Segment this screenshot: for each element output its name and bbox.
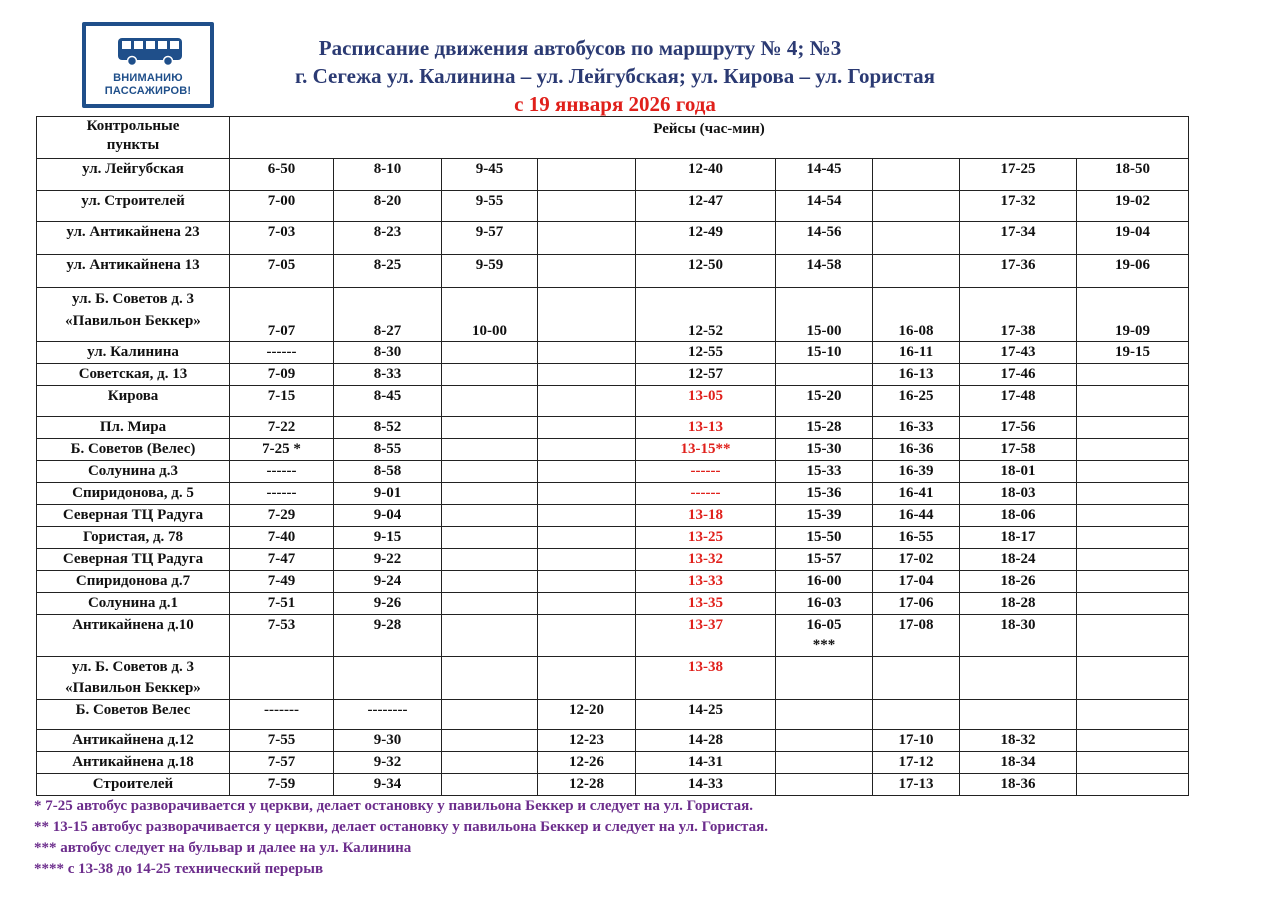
time-cell: 16-25 — [873, 386, 960, 417]
time-cell — [442, 342, 538, 364]
time-cell: 12-23 — [538, 730, 636, 752]
time-cell: ------ — [230, 342, 334, 364]
time-cell — [442, 364, 538, 386]
time-cell: 12-26 — [538, 752, 636, 774]
table-row — [37, 774, 1189, 796]
time-cell — [1077, 386, 1189, 417]
time-cell: 12-55 — [636, 342, 776, 364]
time-cell: 15-20 — [776, 386, 873, 417]
time-cell: 17-58 — [960, 439, 1077, 461]
time-cell: 17-34 — [960, 222, 1077, 255]
time-cell — [776, 364, 873, 386]
stop-name: ул. Антикайнена 23 — [37, 222, 230, 255]
time-cell — [1077, 439, 1189, 461]
time-cell — [1077, 417, 1189, 439]
time-cell — [538, 159, 636, 191]
stop-name: Советская, д. 13 — [37, 364, 230, 386]
time-cell: 17-36 — [960, 255, 1077, 288]
time-cell — [1077, 730, 1189, 752]
time-cell: 19-15 — [1077, 342, 1189, 364]
time-cell: -------- — [334, 700, 442, 730]
time-cell: 7-55 — [230, 730, 334, 752]
time-cell: 7-05 — [230, 255, 334, 288]
time-cell: 7-40 — [230, 527, 334, 549]
time-cell: 9-04 — [334, 505, 442, 527]
time-cell: ------ — [636, 483, 776, 505]
footnote-2: ** 13-15 автобус разворачивается у церкви, делает остановку у павильона Беккер и следует на ул. Гористая. — [34, 819, 768, 835]
time-cell — [442, 730, 538, 752]
stop-name: Б. Советов Велес — [37, 700, 230, 730]
time-cell — [1077, 483, 1189, 505]
table-row — [37, 288, 1189, 342]
time-cell: 16-08 — [873, 288, 960, 342]
time-cell — [776, 657, 873, 700]
time-cell: 18-28 — [960, 593, 1077, 615]
time-cell: 6-50 — [230, 159, 334, 191]
time-cell — [442, 417, 538, 439]
time-cell — [538, 593, 636, 615]
table-row — [37, 657, 1189, 700]
time-cell — [538, 571, 636, 593]
time-cell: 9-32 — [334, 752, 442, 774]
time-cell: 14-31 — [636, 752, 776, 774]
time-cell: 14-58 — [776, 255, 873, 288]
time-cell — [776, 752, 873, 774]
time-cell: 9-30 — [334, 730, 442, 752]
time-cell — [776, 730, 873, 752]
time-cell: 16-03 — [776, 593, 873, 615]
time-cell: 16-33 — [873, 417, 960, 439]
time-cell — [1077, 505, 1189, 527]
time-cell: 13-35 — [636, 593, 776, 615]
stop-name: Антикайнена д.10 — [37, 615, 230, 657]
table-row — [37, 364, 1189, 386]
time-cell: 14-25 — [636, 700, 776, 730]
stop-name: ул. Калинина — [37, 342, 230, 364]
table-row — [37, 752, 1189, 774]
time-cell — [334, 657, 442, 700]
time-cell: 15-33 — [776, 461, 873, 483]
column-header-trips: Рейсы (час-мин) — [230, 117, 1189, 159]
stop-name: Северная ТЦ Радуга — [37, 549, 230, 571]
time-cell: 17-10 — [873, 730, 960, 752]
sign-text — [86, 72, 210, 98]
time-cell: 9-45 — [442, 159, 538, 191]
time-cell — [873, 222, 960, 255]
time-cell — [873, 191, 960, 222]
time-cell — [1077, 549, 1189, 571]
time-cell — [776, 700, 873, 730]
time-cell: 13-18 — [636, 505, 776, 527]
time-cell: 19-04 — [1077, 222, 1189, 255]
time-cell: 8-30 — [334, 342, 442, 364]
time-cell: 19-09 — [1077, 288, 1189, 342]
time-cell: 18-03 — [960, 483, 1077, 505]
time-cell: 17-13 — [873, 774, 960, 796]
time-cell: 18-32 — [960, 730, 1077, 752]
time-cell: 15-30 — [776, 439, 873, 461]
stop-name: Антикайнена д.12 — [37, 730, 230, 752]
table-row — [37, 255, 1189, 288]
table-row — [37, 222, 1189, 255]
time-cell: 7-49 — [230, 571, 334, 593]
table-row — [37, 593, 1189, 615]
time-cell: 8-33 — [334, 364, 442, 386]
time-cell — [442, 571, 538, 593]
time-cell — [538, 505, 636, 527]
stop-name: Пл. Мира — [37, 417, 230, 439]
time-cell: 7-29 — [230, 505, 334, 527]
time-cell: ------- — [230, 700, 334, 730]
time-cell: ------ — [636, 461, 776, 483]
footnotes — [34, 796, 768, 880]
stop-name: Гористая, д. 78 — [37, 527, 230, 549]
time-cell: ------ — [230, 483, 334, 505]
time-cell: 14-56 — [776, 222, 873, 255]
time-cell: 12-47 — [636, 191, 776, 222]
time-cell: 7-25 * — [230, 439, 334, 461]
time-cell: 12-20 — [538, 700, 636, 730]
table-header-row — [37, 117, 1189, 159]
time-cell: 12-57 — [636, 364, 776, 386]
stop-name: Строителей — [37, 774, 230, 796]
stop-name: Б. Советов (Велес) — [37, 439, 230, 461]
table-row — [37, 461, 1189, 483]
time-cell: 7-59 — [230, 774, 334, 796]
time-cell: 13-25 — [636, 527, 776, 549]
time-cell: 15-50 — [776, 527, 873, 549]
time-cell: 10-00 — [442, 288, 538, 342]
time-cell: 17-48 — [960, 386, 1077, 417]
table-row — [37, 483, 1189, 505]
time-cell: 15-57 — [776, 549, 873, 571]
time-cell — [1077, 752, 1189, 774]
stop-name: Спиридонова д.7 — [37, 571, 230, 593]
time-cell: 16-11 — [873, 342, 960, 364]
time-cell: 16-13 — [873, 364, 960, 386]
stop-name: ул. Б. Советов д. 3 «Павильон Беккер» — [37, 657, 230, 700]
time-cell: 18-26 — [960, 571, 1077, 593]
table-row — [37, 527, 1189, 549]
time-cell: 17-25 — [960, 159, 1077, 191]
time-cell — [538, 439, 636, 461]
table-row — [37, 159, 1189, 191]
time-cell — [442, 505, 538, 527]
time-cell: 18-01 — [960, 461, 1077, 483]
time-cell — [442, 752, 538, 774]
time-cell — [442, 774, 538, 796]
time-cell: 9-55 — [442, 191, 538, 222]
time-cell — [1077, 571, 1189, 593]
time-cell — [960, 657, 1077, 700]
time-cell: 18-24 — [960, 549, 1077, 571]
time-cell — [538, 657, 636, 700]
time-cell: 13-15** — [636, 439, 776, 461]
time-cell: 8-55 — [334, 439, 442, 461]
time-cell: 14-28 — [636, 730, 776, 752]
time-cell: 7-57 — [230, 752, 334, 774]
time-cell: 13-38 — [636, 657, 776, 700]
time-cell: 9-26 — [334, 593, 442, 615]
table-row — [37, 700, 1189, 730]
time-cell — [442, 461, 538, 483]
stop-name: Северная ТЦ Радуга — [37, 505, 230, 527]
table-row — [37, 191, 1189, 222]
time-cell — [873, 657, 960, 700]
time-cell: 8-27 — [334, 288, 442, 342]
time-cell — [538, 255, 636, 288]
time-cell: 14-54 — [776, 191, 873, 222]
time-cell: 18-17 — [960, 527, 1077, 549]
time-cell: 15-36 — [776, 483, 873, 505]
time-cell: 8-10 — [334, 159, 442, 191]
table-row — [37, 549, 1189, 571]
time-cell — [538, 527, 636, 549]
time-cell — [442, 593, 538, 615]
time-cell — [442, 386, 538, 417]
time-cell — [1077, 700, 1189, 730]
time-cell — [442, 483, 538, 505]
time-cell: 7-53 — [230, 615, 334, 657]
time-cell — [1077, 657, 1189, 700]
time-cell — [442, 527, 538, 549]
stop-name: ул. Строителей — [37, 191, 230, 222]
time-cell: 17-02 — [873, 549, 960, 571]
time-cell: 12-28 — [538, 774, 636, 796]
time-cell: 14-33 — [636, 774, 776, 796]
time-cell — [538, 191, 636, 222]
stop-name: ул. Антикайнена 13 — [37, 255, 230, 288]
time-cell: 13-32 — [636, 549, 776, 571]
time-cell — [442, 700, 538, 730]
column-header-stops: Контрольные пункты — [37, 117, 230, 159]
time-cell: 16-44 — [873, 505, 960, 527]
time-cell: 7-51 — [230, 593, 334, 615]
footnote-1: * 7-25 автобус разворачивается у церкви, делает остановку у павильона Беккер и следует на ул. Гористая. — [34, 798, 753, 814]
stop-name: Кирова — [37, 386, 230, 417]
time-cell — [873, 255, 960, 288]
stop-name: Солунина д.3 — [37, 461, 230, 483]
time-cell: 8-45 — [334, 386, 442, 417]
time-cell — [960, 700, 1077, 730]
time-cell: 12-40 — [636, 159, 776, 191]
time-cell: 18-06 — [960, 505, 1077, 527]
time-cell: 14-45 — [776, 159, 873, 191]
time-cell: 9-59 — [442, 255, 538, 288]
table-row — [37, 730, 1189, 752]
table-row — [37, 342, 1189, 364]
table-row — [37, 439, 1189, 461]
footnote-4: **** с 13-38 до 14-25 технический перерыв — [34, 861, 324, 877]
time-cell: 16-36 — [873, 439, 960, 461]
effective-date: с 19 января 2026 года — [514, 92, 716, 116]
time-cell: 7-09 — [230, 364, 334, 386]
time-cell: 16-39 — [873, 461, 960, 483]
table-row — [37, 417, 1189, 439]
bus-icon — [116, 36, 184, 66]
time-cell: ------ — [230, 461, 334, 483]
time-cell: 13-37 — [636, 615, 776, 657]
time-cell — [1077, 364, 1189, 386]
time-cell — [442, 549, 538, 571]
table-row — [37, 505, 1189, 527]
time-cell: 13-13 — [636, 417, 776, 439]
time-cell: 17-56 — [960, 417, 1077, 439]
time-cell: 19-06 — [1077, 255, 1189, 288]
stop-name: Солунина д.1 — [37, 593, 230, 615]
time-cell — [1077, 615, 1189, 657]
time-cell: 16-41 — [873, 483, 960, 505]
time-cell: 17-46 — [960, 364, 1077, 386]
time-cell: 7-07 — [230, 288, 334, 342]
time-cell: 12-49 — [636, 222, 776, 255]
time-cell — [538, 615, 636, 657]
time-cell: 18-50 — [1077, 159, 1189, 191]
time-cell: 16-05 *** — [776, 615, 873, 657]
time-cell — [538, 222, 636, 255]
stop-name: ул. Б. Советов д. 3 «Павильон Беккер» — [37, 288, 230, 342]
table-row — [37, 386, 1189, 417]
time-cell — [442, 657, 538, 700]
time-cell — [1077, 774, 1189, 796]
time-cell: 13-33 — [636, 571, 776, 593]
time-cell: 18-36 — [960, 774, 1077, 796]
time-cell: 9-15 — [334, 527, 442, 549]
time-cell — [538, 342, 636, 364]
time-cell: 17-32 — [960, 191, 1077, 222]
time-cell: 8-58 — [334, 461, 442, 483]
time-cell: 16-55 — [873, 527, 960, 549]
time-cell: 17-06 — [873, 593, 960, 615]
time-cell — [538, 461, 636, 483]
time-cell — [538, 483, 636, 505]
table-row — [37, 571, 1189, 593]
page-title: Расписание движения автобусов по маршруту № 4; №3 — [318, 36, 842, 60]
time-cell — [538, 288, 636, 342]
time-cell: 8-52 — [334, 417, 442, 439]
time-cell: 9-24 — [334, 571, 442, 593]
time-cell — [873, 700, 960, 730]
time-cell — [1077, 527, 1189, 549]
time-cell: 7-03 — [230, 222, 334, 255]
sign-line-1: ВНИМАНИЮ — [113, 72, 183, 84]
passenger-notice-sign — [82, 22, 214, 108]
time-cell: 9-34 — [334, 774, 442, 796]
stop-name: Спиридонова, д. 5 — [37, 483, 230, 505]
time-cell: 17-43 — [960, 342, 1077, 364]
time-cell: 15-00 — [776, 288, 873, 342]
route-subtitle: г. Сегежа ул. Калинина – ул. Лейгубская; ул. Кирова – ул. Гористая — [294, 64, 936, 88]
time-cell — [776, 774, 873, 796]
time-cell: 7-47 — [230, 549, 334, 571]
time-cell — [538, 364, 636, 386]
time-cell: 18-30 — [960, 615, 1077, 657]
sign-line-2: ПАССАЖИРОВ! — [104, 85, 192, 97]
time-cell: 18-34 — [960, 752, 1077, 774]
time-cell: 8-25 — [334, 255, 442, 288]
time-cell: 8-20 — [334, 191, 442, 222]
time-cell: 9-28 — [334, 615, 442, 657]
stop-name: ул. Лейгубская — [37, 159, 230, 191]
time-cell — [538, 386, 636, 417]
stop-name: Антикайнена д.18 — [37, 752, 230, 774]
time-cell: 12-52 — [636, 288, 776, 342]
time-cell: 15-39 — [776, 505, 873, 527]
time-cell: 13-05 — [636, 386, 776, 417]
time-cell: 9-01 — [334, 483, 442, 505]
time-cell: 9-57 — [442, 222, 538, 255]
time-cell: 15-10 — [776, 342, 873, 364]
footnote-3: *** автобус следует на бульвар и далее на ул. Калинина — [34, 840, 412, 856]
time-cell: 17-38 — [960, 288, 1077, 342]
schedule-table — [36, 116, 1189, 796]
time-cell: 17-12 — [873, 752, 960, 774]
time-cell — [538, 417, 636, 439]
time-cell: 16-00 — [776, 571, 873, 593]
time-cell: 12-50 — [636, 255, 776, 288]
time-cell: 15-28 — [776, 417, 873, 439]
time-cell: 7-22 — [230, 417, 334, 439]
time-cell: 17-04 — [873, 571, 960, 593]
time-cell — [442, 439, 538, 461]
time-cell — [538, 549, 636, 571]
time-cell: 19-02 — [1077, 191, 1189, 222]
time-cell: 9-22 — [334, 549, 442, 571]
time-cell: 7-00 — [230, 191, 334, 222]
time-cell: 8-23 — [334, 222, 442, 255]
time-cell — [1077, 461, 1189, 483]
time-cell: 7-15 — [230, 386, 334, 417]
time-cell — [873, 159, 960, 191]
time-cell — [230, 657, 334, 700]
time-cell — [442, 615, 538, 657]
table-row — [37, 615, 1189, 657]
time-cell — [1077, 593, 1189, 615]
time-cell: 17-08 — [873, 615, 960, 657]
